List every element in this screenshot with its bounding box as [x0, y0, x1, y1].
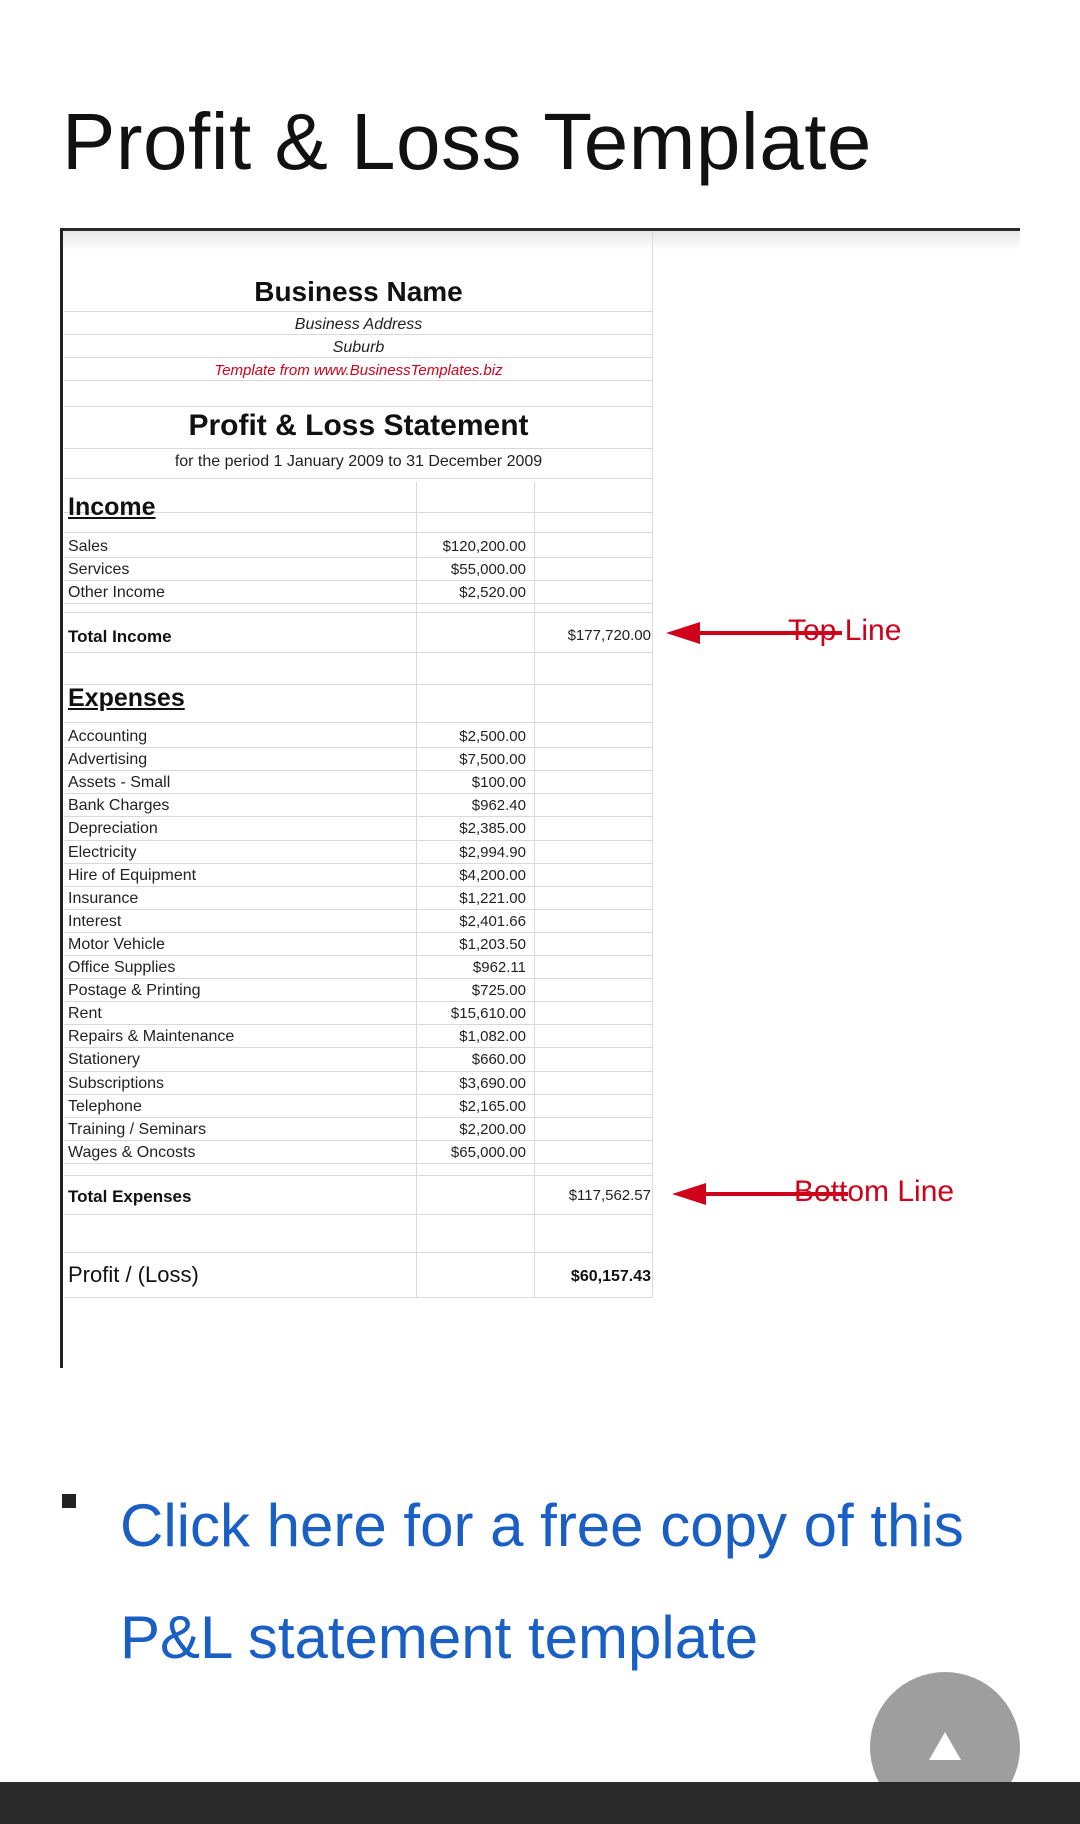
line-item-label: Electricity	[68, 843, 137, 861]
line-item-label: Insurance	[68, 889, 139, 907]
gridline	[64, 612, 653, 613]
gridline	[64, 1252, 653, 1253]
gridline	[64, 1163, 653, 1164]
gridline	[64, 1175, 653, 1176]
business-name: Business Name	[254, 276, 463, 307]
line-item-label: Hire of Equipment	[68, 866, 197, 884]
pl-spreadsheet	[64, 232, 653, 1298]
gridline	[64, 1001, 653, 1002]
line-item-amount: $4,200.00	[459, 866, 526, 884]
line-item-amount: $1,203.50	[459, 935, 526, 953]
page-title: Profit & Loss Template	[62, 97, 872, 186]
gridline	[64, 840, 653, 841]
gridline	[64, 311, 653, 312]
statement-screenshot	[60, 228, 1020, 1368]
line-item-label: Office Supplies	[68, 959, 176, 976]
gridline	[652, 232, 653, 1298]
arrow-up-icon	[925, 1728, 965, 1764]
line-item-amount: $2,520.00	[459, 584, 526, 601]
income-heading: Income	[68, 493, 156, 521]
line-item-label: Subscriptions	[68, 1074, 165, 1092]
total-expenses-amount: $117,562.57	[568, 1187, 651, 1204]
line-item-amount: $2,500.00	[459, 728, 526, 745]
line-item-label: Bank Charges	[68, 797, 170, 815]
line-item-label: Services	[68, 561, 130, 578]
line-item-amount: $7,500.00	[459, 751, 526, 769]
line-item-label: Training / Seminars	[68, 1120, 207, 1138]
gridline	[64, 722, 653, 723]
gridline	[64, 1297, 653, 1298]
gridline	[64, 909, 653, 910]
line-item-amount: $725.00	[471, 982, 526, 1000]
gridline	[64, 448, 653, 449]
bottom-navigation-bar	[0, 1782, 1080, 1824]
line-item-label: Interest	[68, 912, 122, 930]
gridline	[64, 1094, 653, 1095]
top-line-label: Top Line	[788, 614, 902, 647]
line-item-amount: $2,200.00	[459, 1120, 526, 1138]
line-item-label: Depreciation	[68, 820, 158, 838]
line-item-amount: $2,994.90	[459, 843, 526, 861]
gridline	[64, 747, 653, 748]
profit-loss-amount: $60,157.43	[570, 1268, 651, 1285]
gridline	[64, 406, 653, 407]
line-item-amount: $65,000.00	[450, 1143, 526, 1161]
list-bullet	[62, 1494, 76, 1508]
gridline	[64, 357, 653, 358]
expenses-heading: Expenses	[68, 684, 185, 712]
statement-title: Profit & Loss Statement	[188, 409, 529, 442]
line-item-amount: $55,000.00	[450, 561, 526, 578]
gridline	[64, 1214, 653, 1215]
line-item-amount: $1,082.00	[459, 1028, 526, 1046]
line-item-label: Stationery	[68, 1051, 141, 1069]
gridline	[64, 532, 653, 533]
gridline	[64, 652, 653, 653]
line-item-label: Accounting	[68, 728, 148, 745]
line-item-label: Rent	[68, 1005, 102, 1023]
line-item-amount: $100.00	[471, 774, 526, 792]
bottom-line-label: Bottom Line	[794, 1175, 955, 1208]
line-item-amount: $15,610.00	[450, 1005, 526, 1023]
profit-loss-label: Profit / (Loss)	[68, 1262, 199, 1287]
gridline	[64, 886, 653, 887]
line-item-amount: $2,165.00	[459, 1097, 526, 1115]
gridline	[64, 478, 653, 479]
gridline	[64, 380, 653, 381]
business-suburb: Suburb	[332, 339, 385, 356]
line-item-label: Telephone	[68, 1097, 142, 1115]
statement-period: for the period 1 January 2009 to 31 December 2009	[174, 453, 543, 470]
line-item-amount: $660.00	[471, 1051, 526, 1069]
line-item-label: Wages & Oncosts	[68, 1143, 196, 1161]
total-income-label: Total Income	[68, 627, 172, 646]
line-item-amount: $3,690.00	[459, 1074, 526, 1092]
business-address: Business Address	[294, 316, 423, 333]
total-expenses-label: Total Expenses	[68, 1187, 192, 1206]
free-template-link[interactable]: Click here for a free copy of this P&L statement template	[120, 1492, 964, 1671]
line-item-amount: $1,221.00	[459, 889, 526, 907]
line-item-label: Postage & Printing	[68, 982, 201, 1000]
line-item-amount: $120,200.00	[442, 538, 526, 555]
line-item-label: Motor Vehicle	[68, 935, 165, 953]
line-item-amount: $962.40	[471, 797, 526, 815]
gridline	[64, 1047, 653, 1048]
gridline	[64, 603, 653, 604]
line-item-label: Sales	[68, 538, 109, 555]
total-income-amount: $177,720.00	[567, 627, 651, 644]
line-item-amount: $962.11	[472, 959, 526, 976]
line-item-amount: $2,385.00	[459, 820, 526, 838]
line-item-label: Assets - Small	[68, 774, 171, 792]
gridline	[64, 334, 653, 335]
screenshot-left-border	[60, 228, 63, 1368]
line-item-amount: $2,401.66	[459, 912, 526, 930]
gridline	[64, 557, 653, 558]
line-item-label: Repairs & Maintenance	[68, 1028, 235, 1046]
line-item-label: Advertising	[68, 751, 148, 769]
template-credit: Template from www.BusinessTemplates.biz	[214, 362, 503, 379]
line-item-label: Other Income	[68, 584, 165, 601]
